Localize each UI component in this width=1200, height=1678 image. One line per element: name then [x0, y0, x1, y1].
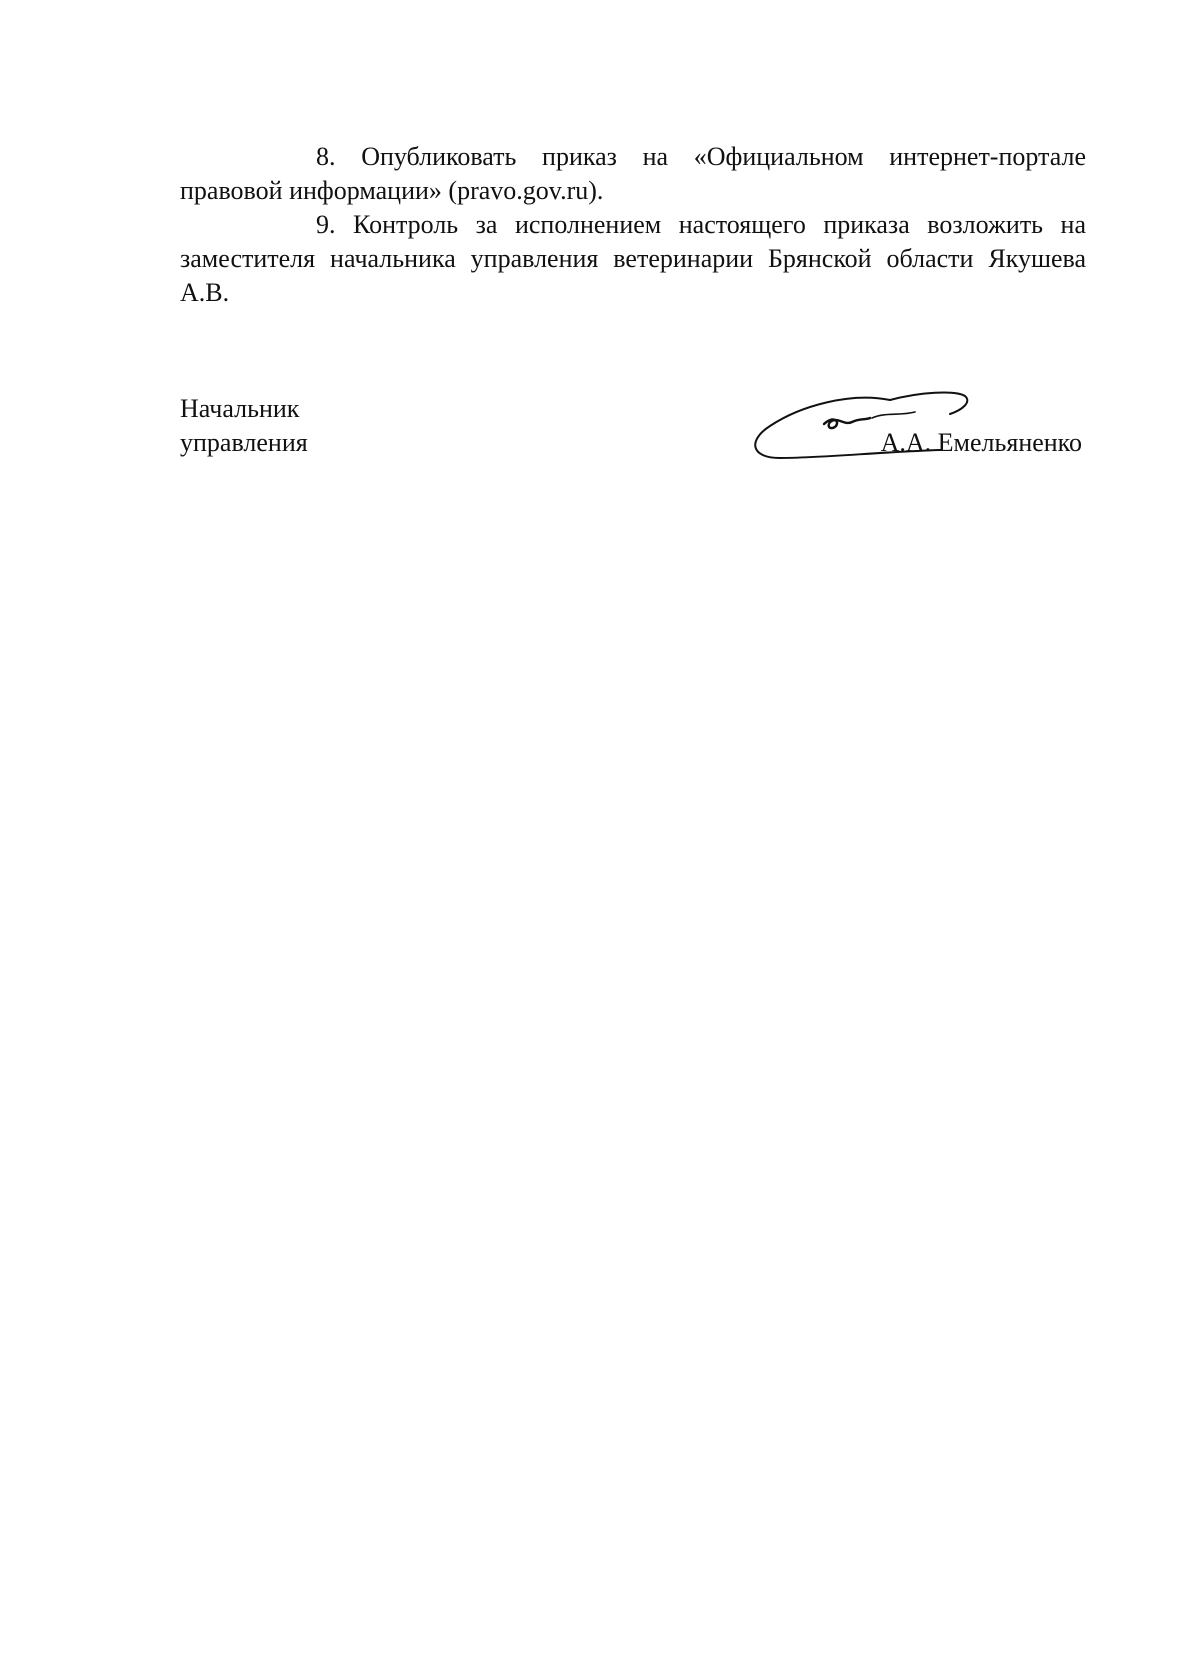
position-line-1: Начальник	[180, 394, 300, 423]
paragraph-number: 9.	[316, 210, 336, 239]
document-body	[180, 140, 1086, 310]
paragraph-text: Опубликовать приказ на «Официальном интернет-портале правовой информации» (pravo.gov.ru).	[180, 142, 1086, 205]
signatory-position	[180, 392, 308, 460]
paragraph-9	[180, 208, 1086, 310]
paragraph-8	[180, 140, 1086, 208]
position-line-2: управления	[180, 428, 308, 457]
paragraph-text: Контроль за исполнением настоящего приказа возложить на заместителя начальника управления ветеринарии Брянской области Якушева А.В.	[180, 210, 1087, 307]
signature-block	[180, 392, 1086, 472]
paragraph-number: 8.	[316, 142, 336, 171]
signatory-name: А.А. Емельяненко	[880, 428, 1082, 457]
